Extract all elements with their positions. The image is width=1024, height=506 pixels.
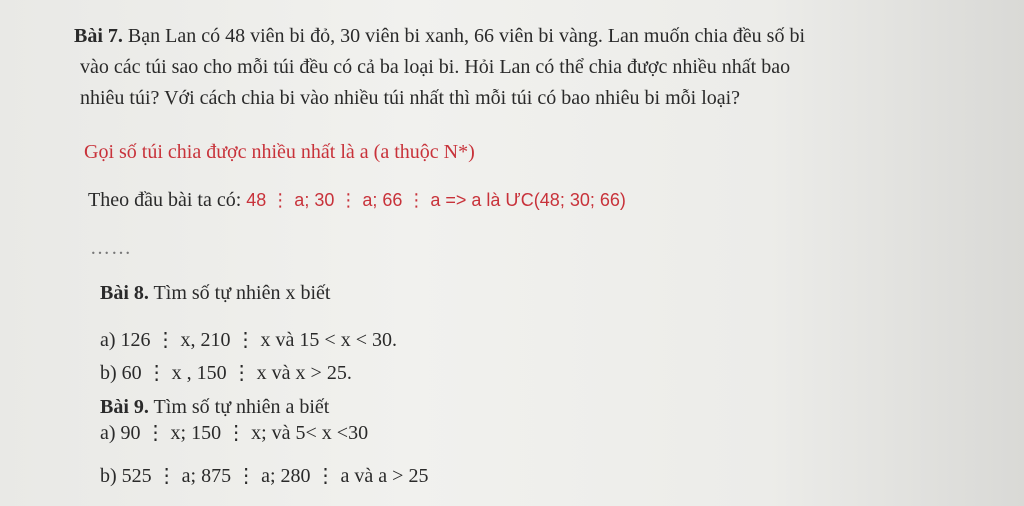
bai8-part-a: a) 126 ⋮ x, 210 ⋮ x và 15 < x < 30. [100,329,397,351]
bai8-title: Tìm số tự nhiên x biết [153,282,331,304]
bai9-title-line [100,395,329,419]
bai7-line-1 [74,24,805,48]
solution-ellipsis: …… [90,237,132,259]
bai7-line-2: vào các túi sao cho mỗi túi đều có cả ba loại bi. Hỏi Lan có thể chia được nhiều nhất bao [80,56,791,78]
solution-prefix: Theo đầu bài ta có: [88,189,247,211]
bai9-heading: Bài 9. [100,396,149,418]
bai7-heading: Bài 7. [74,25,123,47]
solution-math: 48 ⋮ a; 30 ⋮ a; 66 ⋮ a => a là ƯC(48; 30; 66) [246,190,626,210]
bai7-text-1: Bạn Lan có 48 viên bi đỏ, 30 viên bi xanh, 66 viên bi vàng. Lan muốn chia đều số bi [127,25,805,47]
bai9-part-a: a) 90 ⋮ x; 150 ⋮ x; và 5< x <30 [100,422,369,444]
bai9-title: Tìm số tự nhiên a biết [153,396,330,418]
bai8-title-line [100,281,330,305]
bai9-part-b: b) 525 ⋮ a; 875 ⋮ a; 280 ⋮ a và a > 25 [100,465,429,487]
solution-line-1: Gọi số túi chia được nhiều nhất là a (a thuộc N*) [84,141,475,163]
bai8-part-b: b) 60 ⋮ x , 150 ⋮ x và x > 25. [100,362,352,384]
solution-line-2 [88,188,626,212]
bai7-line-3: nhiêu túi? Với cách chia bi vào nhiều túi nhất thì mỗi túi có bao nhiêu bi mỗi loại? [80,87,741,109]
bai8-heading: Bài 8. [100,282,149,304]
